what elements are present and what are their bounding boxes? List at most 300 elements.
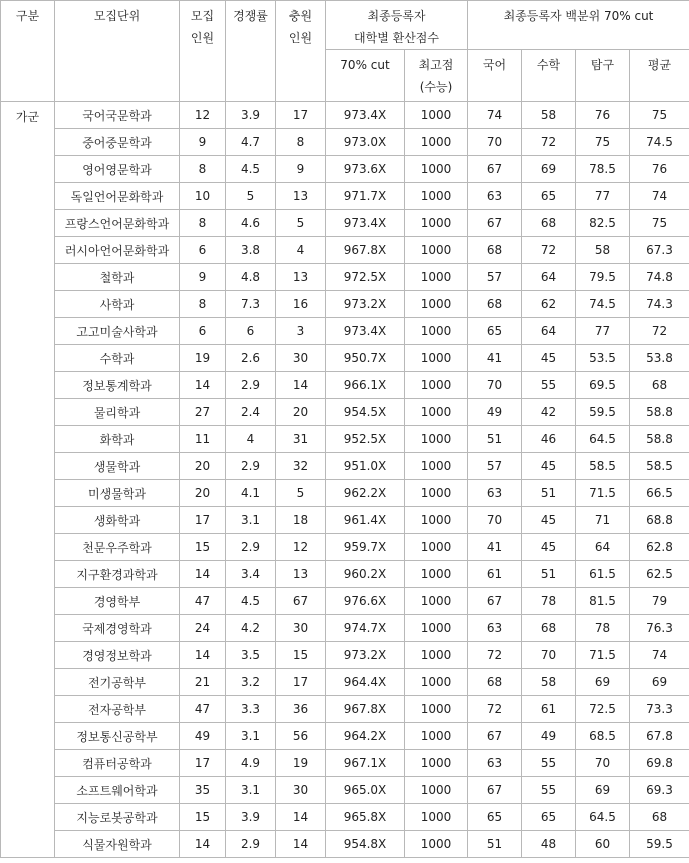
quota-cell: 15 [180,534,226,561]
rate-cell: 2.9 [226,453,276,480]
avg-cell: 69.3 [630,777,689,804]
quota-cell: 6 [180,237,226,264]
korean-cell: 67 [468,777,522,804]
quota-cell: 9 [180,129,226,156]
rate-cell: 3.1 [226,777,276,804]
korean-cell: 72 [468,696,522,723]
math-cell: 58 [522,102,576,129]
quota-cell: 11 [180,426,226,453]
header-competition: 경쟁률 [226,1,276,102]
table-row [1,318,689,345]
table-row [1,750,689,777]
cut-cell: 965.8X [326,804,405,831]
cut-cell: 960.2X [326,561,405,588]
max-cell: 1000 [405,345,468,372]
unit-cell: 천문우주학과 [55,534,180,561]
avg-cell: 79 [630,588,689,615]
unit-cell: 수학과 [55,345,180,372]
quota-cell: 49 [180,723,226,750]
table-row [1,696,689,723]
korean-cell: 74 [468,102,522,129]
unit-cell: 화학과 [55,426,180,453]
inquiry-cell: 75 [576,129,630,156]
quota-cell: 8 [180,156,226,183]
korean-cell: 51 [468,426,522,453]
header-quota-line1: 모집 [190,9,215,23]
table-row [1,129,689,156]
table-row [1,723,689,750]
max-cell: 1000 [405,129,468,156]
quota-cell: 15 [180,804,226,831]
cut-cell: 952.5X [326,426,405,453]
unit-cell: 철학과 [55,264,180,291]
rate-cell: 2.9 [226,534,276,561]
max-cell: 1000 [405,642,468,669]
korean-cell: 70 [468,129,522,156]
table-row [1,102,689,129]
unit-cell: 지능로봇공학과 [55,804,180,831]
inquiry-cell: 58.5 [576,453,630,480]
max-cell: 1000 [405,237,468,264]
table-row [1,615,689,642]
avg-cell: 68 [630,372,689,399]
max-cell: 1000 [405,804,468,831]
math-cell: 65 [522,804,576,831]
unit-cell: 사학과 [55,291,180,318]
table-row [1,561,689,588]
quota-cell: 27 [180,399,226,426]
inquiry-cell: 82.5 [576,210,630,237]
math-cell: 46 [522,426,576,453]
table-row [1,183,689,210]
korean-cell: 70 [468,507,522,534]
inquiry-cell: 72.5 [576,696,630,723]
cut-cell: 971.7X [326,183,405,210]
max-cell: 1000 [405,102,468,129]
math-cell: 55 [522,750,576,777]
cut-cell: 964.4X [326,669,405,696]
cut-cell: 974.7X [326,615,405,642]
extra-cell: 32 [276,453,326,480]
header-max [405,50,468,102]
quota-cell: 20 [180,453,226,480]
extra-cell: 30 [276,777,326,804]
avg-cell: 74.3 [630,291,689,318]
unit-cell: 물리학과 [55,399,180,426]
unit-cell: 국제경영학과 [55,615,180,642]
avg-cell: 73.3 [630,696,689,723]
math-cell: 65 [522,183,576,210]
unit-cell: 식물자원학과 [55,831,180,858]
cut-cell: 961.4X [326,507,405,534]
rate-cell: 3.2 [226,669,276,696]
math-cell: 51 [522,480,576,507]
header-quota [180,1,226,102]
extra-cell: 67 [276,588,326,615]
extra-cell: 17 [276,102,326,129]
korean-cell: 57 [468,453,522,480]
cut-cell: 967.8X [326,237,405,264]
unit-cell: 정보통계학과 [55,372,180,399]
avg-cell: 58.8 [630,399,689,426]
table-row [1,345,689,372]
korean-cell: 65 [468,318,522,345]
inquiry-cell: 71.5 [576,642,630,669]
korean-cell: 57 [468,264,522,291]
cut-cell: 959.7X [326,534,405,561]
max-cell: 1000 [405,453,468,480]
avg-cell: 53.8 [630,345,689,372]
avg-cell: 68.8 [630,507,689,534]
header-max-line2: (수능) [419,80,453,94]
extra-cell: 20 [276,399,326,426]
group-cell: 가군 [1,102,55,858]
avg-cell: 76.3 [630,615,689,642]
avg-cell: 74 [630,642,689,669]
extra-cell: 12 [276,534,326,561]
math-cell: 62 [522,291,576,318]
quota-cell: 14 [180,642,226,669]
korean-cell: 63 [468,183,522,210]
table-row [1,642,689,669]
table-row [1,588,689,615]
korean-cell: 61 [468,561,522,588]
table-row [1,399,689,426]
rate-cell: 3.9 [226,804,276,831]
avg-cell: 75 [630,210,689,237]
cut-cell: 951.0X [326,453,405,480]
avg-cell: 59.5 [630,831,689,858]
inquiry-cell: 76 [576,102,630,129]
math-cell: 78 [522,588,576,615]
table-row [1,426,689,453]
avg-cell: 74.8 [630,264,689,291]
korean-cell: 72 [468,642,522,669]
inquiry-cell: 71.5 [576,480,630,507]
avg-cell: 62.5 [630,561,689,588]
inquiry-cell: 79.5 [576,264,630,291]
cut-cell: 973.0X [326,129,405,156]
inquiry-cell: 64.5 [576,804,630,831]
math-cell: 68 [522,615,576,642]
quota-cell: 24 [180,615,226,642]
unit-cell: 중어중문학과 [55,129,180,156]
quota-cell: 47 [180,588,226,615]
inquiry-cell: 53.5 [576,345,630,372]
inquiry-cell: 77 [576,318,630,345]
unit-cell: 소프트웨어학과 [55,777,180,804]
korean-cell: 63 [468,615,522,642]
table-row [1,777,689,804]
rate-cell: 3.1 [226,723,276,750]
extra-cell: 36 [276,696,326,723]
avg-cell: 74 [630,183,689,210]
cut-cell: 950.7X [326,345,405,372]
extra-cell: 14 [276,372,326,399]
rate-cell: 7.3 [226,291,276,318]
extra-cell: 13 [276,264,326,291]
rate-cell: 2.4 [226,399,276,426]
math-cell: 70 [522,642,576,669]
avg-cell: 74.5 [630,129,689,156]
avg-cell: 76 [630,156,689,183]
extra-cell: 13 [276,561,326,588]
cut-cell: 966.1X [326,372,405,399]
extra-cell: 56 [276,723,326,750]
math-cell: 68 [522,210,576,237]
extra-cell: 30 [276,615,326,642]
math-cell: 55 [522,777,576,804]
unit-cell: 독일언어문화학과 [55,183,180,210]
max-cell: 1000 [405,480,468,507]
unit-cell: 컴퓨터공학과 [55,750,180,777]
inquiry-cell: 69.5 [576,372,630,399]
extra-cell: 3 [276,318,326,345]
max-cell: 1000 [405,750,468,777]
header-inquiry: 탐구 [576,50,630,102]
inquiry-cell: 64.5 [576,426,630,453]
header-final-score [326,1,468,50]
extra-cell: 17 [276,669,326,696]
avg-cell: 66.5 [630,480,689,507]
quota-cell: 12 [180,102,226,129]
quota-cell: 14 [180,561,226,588]
table-row [1,480,689,507]
inquiry-cell: 60 [576,831,630,858]
math-cell: 42 [522,399,576,426]
quota-cell: 35 [180,777,226,804]
header-max-line1: 최고점 [418,58,454,72]
max-cell: 1000 [405,615,468,642]
unit-cell: 프랑스언어문화학과 [55,210,180,237]
extra-cell: 31 [276,426,326,453]
unit-cell: 경영정보학과 [55,642,180,669]
quota-cell: 14 [180,831,226,858]
korean-cell: 67 [468,723,522,750]
quota-cell: 19 [180,345,226,372]
quota-cell: 21 [180,669,226,696]
math-cell: 45 [522,453,576,480]
extra-cell: 5 [276,210,326,237]
table-row [1,804,689,831]
max-cell: 1000 [405,318,468,345]
table-row [1,156,689,183]
rate-cell: 3.9 [226,102,276,129]
cut-cell: 965.0X [326,777,405,804]
rate-cell: 6 [226,318,276,345]
unit-cell: 고고미술사학과 [55,318,180,345]
korean-cell: 67 [468,588,522,615]
extra-cell: 13 [276,183,326,210]
korean-cell: 41 [468,345,522,372]
korean-cell: 63 [468,750,522,777]
rate-cell: 4.1 [226,480,276,507]
avg-cell: 67.3 [630,237,689,264]
math-cell: 58 [522,669,576,696]
max-cell: 1000 [405,156,468,183]
extra-cell: 14 [276,804,326,831]
unit-cell: 미생물학과 [55,480,180,507]
korean-cell: 68 [468,291,522,318]
math-cell: 64 [522,318,576,345]
inquiry-cell: 78 [576,615,630,642]
cut-cell: 954.8X [326,831,405,858]
extra-cell: 5 [276,480,326,507]
inquiry-cell: 74.5 [576,291,630,318]
avg-cell: 75 [630,102,689,129]
header-cut70: 70% cut [326,50,405,102]
unit-cell: 정보통신공학부 [55,723,180,750]
unit-cell: 생물학과 [55,453,180,480]
rate-cell: 3.4 [226,561,276,588]
rate-cell: 3.5 [226,642,276,669]
header-korean: 국어 [468,50,522,102]
max-cell: 1000 [405,696,468,723]
header-avg: 평균 [630,50,689,102]
max-cell: 1000 [405,507,468,534]
cut-cell: 973.4X [326,210,405,237]
rate-cell: 3.1 [226,507,276,534]
max-cell: 1000 [405,669,468,696]
math-cell: 69 [522,156,576,183]
max-cell: 1000 [405,534,468,561]
avg-cell: 72 [630,318,689,345]
math-cell: 45 [522,345,576,372]
math-cell: 61 [522,696,576,723]
table-row [1,534,689,561]
rate-cell: 4.5 [226,588,276,615]
cut-cell: 964.2X [326,723,405,750]
rate-cell: 3.3 [226,696,276,723]
rate-cell: 4.7 [226,129,276,156]
table-body [1,102,689,858]
inquiry-cell: 81.5 [576,588,630,615]
max-cell: 1000 [405,426,468,453]
cut-cell: 972.5X [326,264,405,291]
avg-cell: 58.8 [630,426,689,453]
max-cell: 1000 [405,210,468,237]
rate-cell: 4.8 [226,264,276,291]
extra-cell: 4 [276,237,326,264]
math-cell: 49 [522,723,576,750]
quota-cell: 17 [180,750,226,777]
extra-cell: 18 [276,507,326,534]
inquiry-cell: 69 [576,669,630,696]
table-row [1,237,689,264]
table-row [1,264,689,291]
rate-cell: 4 [226,426,276,453]
inquiry-cell: 78.5 [576,156,630,183]
max-cell: 1000 [405,264,468,291]
korean-cell: 67 [468,210,522,237]
table-row [1,372,689,399]
korean-cell: 51 [468,831,522,858]
table-row [1,210,689,237]
unit-cell: 러시아언어문화학과 [55,237,180,264]
rate-cell: 4.2 [226,615,276,642]
max-cell: 1000 [405,561,468,588]
rate-cell: 2.6 [226,345,276,372]
cut-cell: 973.6X [326,156,405,183]
quota-cell: 20 [180,480,226,507]
unit-cell: 지구환경과학과 [55,561,180,588]
cut-cell: 973.4X [326,102,405,129]
cut-cell: 962.2X [326,480,405,507]
max-cell: 1000 [405,291,468,318]
rate-cell: 4.6 [226,210,276,237]
inquiry-cell: 77 [576,183,630,210]
korean-cell: 67 [468,156,522,183]
max-cell: 1000 [405,831,468,858]
math-cell: 45 [522,534,576,561]
inquiry-cell: 58 [576,237,630,264]
inquiry-cell: 71 [576,507,630,534]
avg-cell: 69 [630,669,689,696]
rate-cell: 4.9 [226,750,276,777]
math-cell: 72 [522,237,576,264]
unit-cell: 국어국문학과 [55,102,180,129]
unit-cell: 생화학과 [55,507,180,534]
extra-cell: 16 [276,291,326,318]
quota-cell: 9 [180,264,226,291]
rate-cell: 4.5 [226,156,276,183]
quota-cell: 14 [180,372,226,399]
table-row [1,669,689,696]
extra-cell: 8 [276,129,326,156]
korean-cell: 68 [468,237,522,264]
rate-cell: 3.8 [226,237,276,264]
inquiry-cell: 61.5 [576,561,630,588]
cut-cell: 973.2X [326,291,405,318]
unit-cell: 전기공학부 [55,669,180,696]
extra-cell: 15 [276,642,326,669]
math-cell: 64 [522,264,576,291]
korean-cell: 68 [468,669,522,696]
avg-cell: 67.8 [630,723,689,750]
cut-cell: 954.5X [326,399,405,426]
korean-cell: 70 [468,372,522,399]
unit-cell: 경영학부 [55,588,180,615]
inquiry-cell: 70 [576,750,630,777]
korean-cell: 41 [468,534,522,561]
quota-cell: 47 [180,696,226,723]
extra-cell: 19 [276,750,326,777]
unit-cell: 영어영문학과 [55,156,180,183]
max-cell: 1000 [405,399,468,426]
header-final-score-line2: 대학별 환산점수 [354,31,439,45]
header-extra [276,1,326,102]
avg-cell: 68 [630,804,689,831]
max-cell: 1000 [405,183,468,210]
max-cell: 1000 [405,723,468,750]
cut-cell: 976.6X [326,588,405,615]
header-group: 구분 [1,1,55,102]
extra-cell: 14 [276,831,326,858]
math-cell: 72 [522,129,576,156]
header-final-score-line1: 최종등록자 [367,9,426,23]
quota-cell: 10 [180,183,226,210]
header-extra-line1: 충원 [288,9,313,23]
unit-cell: 전자공학부 [55,696,180,723]
extra-cell: 30 [276,345,326,372]
header-percentile: 최종등록자 백분위 70% cut [468,1,689,50]
inquiry-cell: 59.5 [576,399,630,426]
header-unit: 모집단위 [55,1,180,102]
quota-cell: 8 [180,291,226,318]
cut-cell: 973.2X [326,642,405,669]
avg-cell: 58.5 [630,453,689,480]
korean-cell: 63 [468,480,522,507]
